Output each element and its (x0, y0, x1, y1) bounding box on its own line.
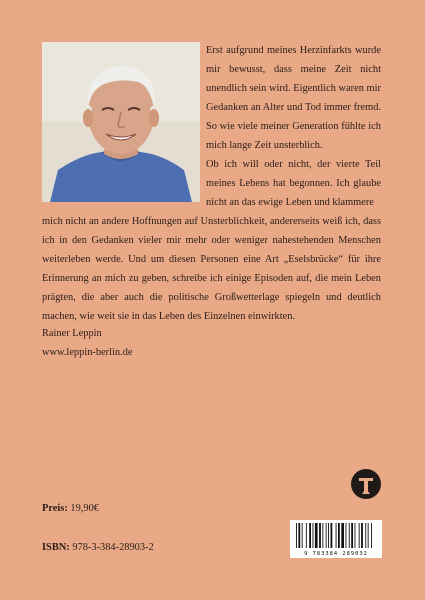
author-name: Rainer Leppin (42, 328, 102, 339)
price-line (42, 503, 99, 514)
author-portrait-photo (42, 42, 200, 202)
blurb-paragraph-2-top: Ob ich will oder nicht, der vierte Teil meines Lebens hat begonnen. Ich glaube nicht an das ewige Leben und klammere (206, 159, 381, 208)
blurb-paragraph-2-bottom: mich nicht an andere Hoffnungen auf Unsterblichkeit, andererseits weiß ich, dass ich in den Gedanken vieler mir mehr oder weniger nahestehenden Menschen weiterleben werde. Und um diesen Personen eine Art „Eselsbrücke“ für ihre Erinnerung an mich zu geben, schreibe ich einige Episoden auf, die mein Leben prägten, die aber auch die politische Großwetterlage spiegeln und deutlich machen, wie weit sie in das Leben des Einzelnen einwirkten. (42, 216, 381, 322)
publisher-logo-icon (351, 469, 381, 499)
price-label: Preis: (42, 503, 68, 514)
price-value: 19,90€ (70, 503, 99, 514)
author-website[interactable]: www.leppin-berlin.de (42, 347, 133, 358)
isbn-label: ISBN: (42, 542, 70, 553)
barcode-digits: 9 783384 289032 (304, 551, 368, 557)
isbn-value: 978-3-384-28903-2 (72, 542, 154, 553)
barcode-bars (290, 520, 382, 550)
author-photo (42, 42, 200, 202)
isbn-line (42, 542, 154, 553)
barcode (290, 520, 382, 558)
author-info (42, 324, 133, 362)
blurb-paragraph-1: Erst aufgrund meines Herzinfarkts wurde mir bewusst, dass meine Zeit nicht unendlich sein wird. Eigentlich waren mir Gedanken an Alter und Tod immer fremd. So wie viele meiner Generation fühlte ich mich lange Zeit unsterblich. (206, 45, 381, 151)
